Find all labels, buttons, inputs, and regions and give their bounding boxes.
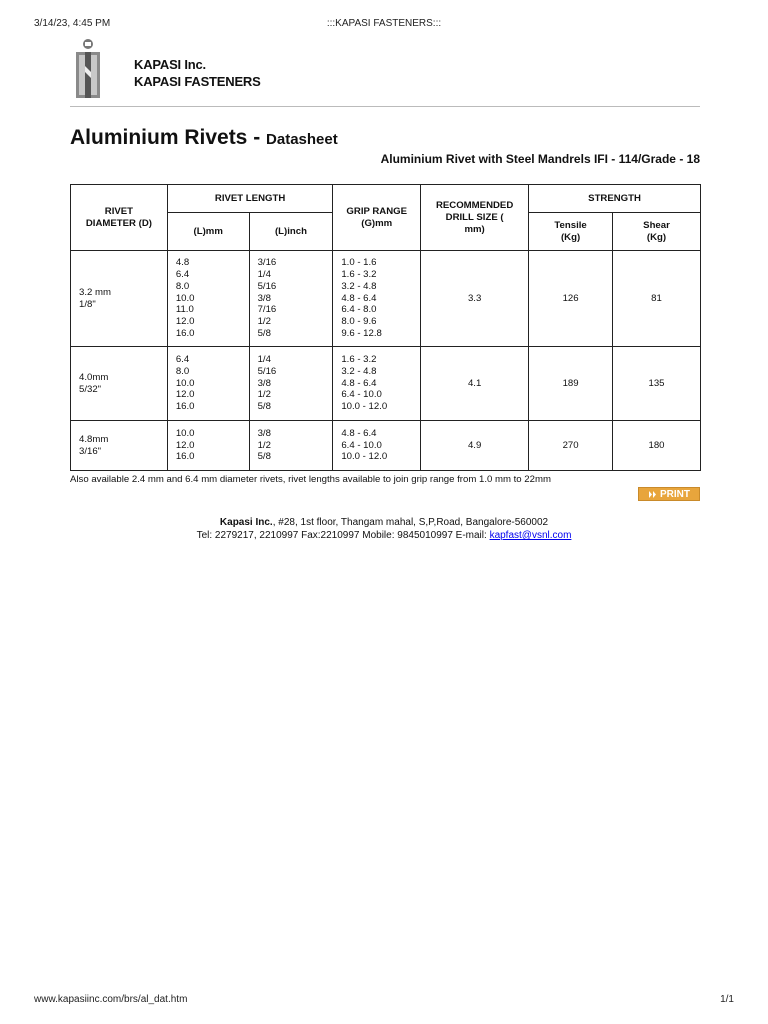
header-rivet-diameter: RIVET DIAMETER (D): [71, 185, 168, 251]
length-inch-cell: [249, 251, 333, 347]
print-page-count: 1/1: [720, 994, 734, 1005]
length-mm-cell-value: 8.0: [175, 280, 190, 292]
diameter-mm: 4.0mm: [79, 371, 109, 383]
length-mm-cell: [167, 421, 249, 471]
table-row: [71, 251, 701, 347]
print-url: www.kapasiinc.com/brs/al_dat.htm: [34, 994, 188, 1005]
header-tensile: Tensile (Kg): [529, 213, 613, 251]
length-mm-cell-value: 12.0: [175, 439, 195, 451]
rivet-diameter-cell: [71, 347, 168, 421]
length-mm-cell: [167, 251, 249, 347]
length-inch-cell-value: 5/8: [257, 451, 271, 463]
header-divider: [70, 106, 700, 107]
brand-name: [134, 56, 261, 90]
length-inch-cell-value: 1/4: [257, 354, 271, 365]
length-inch-cell-value: 1/2: [257, 389, 271, 401]
shear-cell: 180: [613, 421, 701, 471]
header-rivet-length: RIVET LENGTH: [167, 185, 332, 213]
header-strength: STRENGTH: [529, 185, 701, 213]
grip-range-cell-value: 1.6 - 3.2: [341, 269, 377, 280]
length-inch-cell: [249, 347, 333, 421]
page-title-main: Aluminium Rivets -: [70, 126, 267, 149]
grip-range-cell: [333, 347, 421, 421]
header-length-mm: (L)mm: [167, 213, 249, 251]
length-mm-cell-value: 12.0: [175, 316, 195, 328]
drill-size-cell: 3.3: [421, 251, 529, 347]
contact-phone-line: [0, 529, 768, 542]
length-mm-cell: [167, 347, 249, 421]
diameter-inch: 1/8": [79, 298, 96, 310]
tensile-cell: 126: [529, 251, 613, 347]
length-inch-cell-value: 1/4: [257, 269, 271, 280]
contact-company: Kapasi Inc.: [219, 517, 273, 528]
length-inch-cell-value: 5/16: [257, 280, 277, 292]
rivet-diameter-cell: [71, 421, 168, 471]
length-mm-cell-value: 10.0: [175, 377, 195, 389]
contact-email-link[interactable]: kapfast@vsnl.com: [489, 530, 572, 541]
contact-address-line: [0, 516, 768, 529]
page-title: [70, 126, 338, 150]
rivet-diameter-cell: [71, 251, 168, 347]
grip-range-cell-value: 1.0 - 1.6: [341, 257, 377, 269]
page-title-suffix: Datasheet: [266, 131, 338, 148]
grip-range-cell-value: 4.8 - 6.4: [341, 427, 377, 439]
length-mm-cell-value: 6.4: [175, 354, 190, 365]
table-row: [71, 347, 701, 421]
length-inch-cell-value: 1/2: [257, 439, 271, 451]
grip-range-cell-value: 6.4 - 10.0: [341, 389, 382, 401]
print-button[interactable]: [638, 487, 700, 501]
grip-range-cell-value: 4.8 - 6.4: [341, 377, 377, 389]
length-inch-cell-value: 3/8: [257, 292, 271, 304]
print-arrows-icon: [648, 490, 657, 499]
grip-range-cell-value: 4.8 - 6.4: [341, 292, 377, 304]
drill-size-cell: 4.1: [421, 347, 529, 421]
shear-cell: 135: [613, 347, 701, 421]
length-inch-cell: [249, 421, 333, 471]
length-mm-cell-value: 4.8: [175, 257, 190, 269]
length-inch-cell-value: 3/8: [257, 377, 271, 389]
diameter-mm: 3.2 mm: [79, 286, 111, 298]
grip-range-cell-value: 1.6 - 3.2: [341, 354, 377, 365]
header-shear: Shear (Kg): [613, 213, 701, 251]
length-mm-cell-value: 6.4: [175, 269, 190, 280]
brand-line-1: KAPASI Inc.: [134, 57, 206, 72]
grip-range-cell-value: 3.2 - 4.8: [341, 365, 377, 377]
grip-range-cell-value: 10.0 - 12.0: [341, 451, 388, 463]
availability-note: Also available 2.4 mm and 6.4 mm diameter rivets, rivet lengths available to join grip range from 1.0 mm to 22mm: [70, 474, 551, 485]
diameter-inch: 3/16": [79, 445, 102, 457]
page-subtitle: Aluminium Rivet with Steel Mandrels IFI - 114/Grade - 18: [380, 152, 700, 166]
tensile-cell: 270: [529, 421, 613, 471]
kapasi-logo-icon: [76, 38, 100, 98]
print-button-label: PRINT: [660, 488, 690, 500]
grip-range-cell-value: 6.4 - 8.0: [341, 304, 377, 316]
contact-address: , #28, 1st floor, Thangam mahal, S,P,Road, Bangalore-560002: [272, 517, 549, 528]
length-mm-cell-value: 16.0: [175, 327, 195, 339]
length-mm-cell-value: 16.0: [175, 451, 195, 463]
header-length-inch: (L)inch: [249, 213, 333, 251]
length-inch-cell-value: 5/8: [257, 401, 271, 413]
grip-range-cell: [333, 251, 421, 347]
print-timestamp: 3/14/23, 4:45 PM: [34, 18, 111, 29]
length-inch-cell-value: 3/8: [257, 427, 271, 439]
length-mm-cell-value: 16.0: [175, 401, 195, 413]
length-mm-cell-value: 10.0: [175, 427, 195, 439]
diameter-inch: 5/32": [79, 383, 102, 395]
brand-line-2: KAPASI FASTENERS: [134, 74, 261, 89]
contact-phones: Tel: 2279217, 2210997 Fax:2210997 Mobile: 9845010997 E-mail:: [196, 530, 490, 541]
length-inch-cell-value: 1/2: [257, 316, 271, 328]
grip-range-cell-value: 8.0 - 9.6: [341, 316, 377, 328]
grip-range-cell-value: 10.0 - 12.0: [341, 401, 388, 413]
length-mm-cell-value: 11.0: [175, 304, 194, 316]
datasheet-table: [70, 184, 701, 471]
diameter-mm: 4.8mm: [79, 433, 109, 445]
length-mm-cell-value: 12.0: [175, 389, 195, 401]
length-mm-cell-value: 10.0: [175, 292, 195, 304]
grip-range-cell: [333, 421, 421, 471]
drill-size-cell: 4.9: [421, 421, 529, 471]
header-grip-range: GRIP RANGE (G)mm: [333, 185, 421, 251]
contact-info: [0, 516, 768, 542]
grip-range-cell-value: 9.6 - 12.8: [341, 327, 382, 339]
grip-range-cell-value: 3.2 - 4.8: [341, 280, 377, 292]
print-page-title: :::KAPASI FASTENERS:::: [326, 18, 442, 29]
length-inch-cell-value: 3/16: [257, 257, 277, 269]
header-drill-size: RECOMMENDED DRILL SIZE ( mm): [421, 185, 529, 251]
table-row: [71, 421, 701, 471]
grip-range-cell-value: 6.4 - 10.0: [341, 439, 382, 451]
length-inch-cell-value: 5/16: [257, 365, 277, 377]
length-inch-cell-value: 7/16: [257, 304, 277, 316]
tensile-cell: 189: [529, 347, 613, 421]
length-inch-cell-value: 5/8: [257, 327, 271, 339]
length-mm-cell-value: 8.0: [175, 365, 190, 377]
shear-cell: 81: [613, 251, 701, 347]
